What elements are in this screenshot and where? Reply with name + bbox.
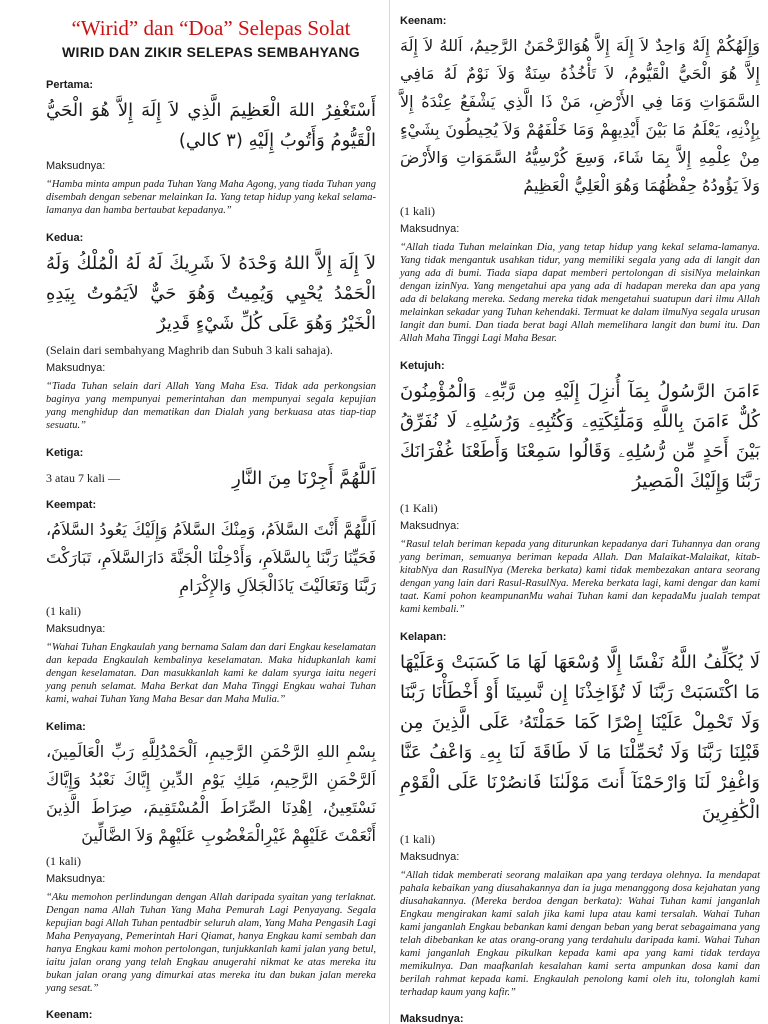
meaning-label: Maksudnya: <box>46 873 106 885</box>
arabic-text: اَللَّهُمَّ أَجِرْنَا مِنَ النَّارِ <box>232 468 376 489</box>
recitation-count: (1 kali) <box>46 604 81 618</box>
meaning-label: Maksudnya: <box>400 223 460 235</box>
recitation-note: (Selain dari sembahyang Maghrib dan Subuh 3 kali sahaja). <box>46 343 333 357</box>
recitation-count: (1 Kali) <box>400 501 438 515</box>
arabic-text: أَسْتَغْفِرُ اللهَ الْعَظِيمَ الَّذِي لاَ إِلَهَ إِلاَّ هُوَ الْحَيُّ الْقَيُّومُ وَأَتُوبُ إِلَيْهِ (٣ كالي) <box>46 100 376 151</box>
arabic-text: ءَامَنَ الرَّسُولُ بِمَآ أُنزِلَ إِلَيْهِ مِن رَّبِّهِۦ وَالْمُؤْمِنُونَ كُلٌّ ءَامَنَ بِاللَّهِ وَمَلَٰٓئِكَتِهِۦ وَكُتُبِهِۦ وَرُسُلِهِۦ لَا نُفَرِّقُ بَيْنَ أَحَدٍ مِّن رُّسُلِهِۦ وَقَالُوا سَمِعْنَا وَأَطَعْنَا غُفْرَانَكَ رَبَّنَا وَإِلَيْكَ الْمَصِيرُ <box>400 381 760 492</box>
arabic-text: لاَ إِلَهَ إِلاَّ اللهُ وَحْدَهُ لاَ شَرِيكَ لَهُ لَهُ الْمُلْكُ وَلَهُ الْحَمْدُ يُحْيِي وَيُمِيتُ وَهُوَ حَيٌّ لاَيَمُوتُ بِيَدِهِ الْخَيْرُ وَهُوَ عَلَى كُلِّ شَيْءٍ قَدِيرٌ <box>46 253 376 334</box>
section-keenam <box>400 14 760 345</box>
arabic-text: بِسْمِ اللهِ الرَّحْمَنِ الرَّحِيمِ، اَلْحَمْدُلِلَّهِ رَبِّ الْعَالَمِينَ، اَلرَّحْمَنِ الرَّحِيمِ، مَلِكِ يَوْمِ الدِّينِ إِيَّاكَ نَعْبُدُ وَإِيَّاكَ نَسْتَعِينُ، اِهْدِنَا الصِّرَاطَ الْمُسْتَقِيمَ، صِرَاطَ الَّذِينَ أَنْعَمْتَ عَلَيْهِمْ غَيْرِالْمَغْضُوبِ عَلَيْهِمْ وَلاَ الضَّالِّينَ <box>46 742 376 845</box>
section-pertama <box>46 78 376 217</box>
section-ketiga <box>46 446 376 494</box>
meaning-text: “Allah tiada Tuhan melainkan Dia, yang tetap hidup yang kekal selama-lamanya. Yang tidak mengantuk usahkan tidur, yang memiliki segala yang ada di langit dan yang ada di bumi. Tiada siapa dapat memberi pertolongan di sisiNya melainkan dengan izinNya. Yang mengetahui apa yang ada di hadapan mereka dan apa yang ada di belakang mereka. Sedang mereka tidak mengetahui suatupun dari ilmu Allah melainkan sekadar yang Tuhan kehendaki. Termuat ke dalam ilmuNya segala urusan langit dan bumi. Dan tiada berat bagi Allah memelihara langit dan bumi itu. Dan Allah Maha Tinggi Lagi Maha Besar. <box>400 242 760 344</box>
next-section-label: Maksudnya: <box>400 1013 464 1024</box>
section-label: Keempat: <box>46 499 97 511</box>
meaning-text: “Allah tidak memberati seorang malaikan apa yang terdaya olehnya. Ia mendapat pahala kebaikan yang diusahakannya dan ia juga menanggong dosa kejahatan yang diusahakannya. (Mereka berdoa dengan berkata): Wahai Tuhan kami janganlah Engkau mengirakan kami salah jika kami lupa atau kami tersalah. Wahai Tuhan kami janganlah Engkau bebankan kami dengan beban yang berat sebagaimana yang telah dibebankan ke atas orang-orang yang terdahulu daripada kami. Wahai Tuhan kami janganlah Engkau pikulkan kepada kami apa yang kami tidak terdaya memikulnya. Dan maafkanlah kesalahan kami serta ampunkan dosa kami dan berilah rahmat kepada kami. Engkaulah penolong kami oleh itu, tolonglah kami terhadap kaum yang kafir.” <box>400 870 760 998</box>
arabic-text: اَللَّهُمَّ أَنْتَ السَّلاَمُ، وَمِنْكَ السَّلاَمُ وَإِلَيْكَ يَعُودُ السَّلاَمُ، فَحَيِّنَا رَبَّنَا بِالسَّلاَمِ، وَأَدْخِلْنَا الْجَنَّةَ دَارَالسَّلاَمِ، تَبَارَكْتَ رَبَّنَا وَتَعَالَيْتَ يَاذَالْجَلاَلِ وَالإِكْرَامِ <box>46 520 376 595</box>
section-label: Ketiga: <box>46 447 84 459</box>
page-title: “Wirid” dan “Doa” Selepas Solat <box>71 16 351 40</box>
document-heading: WIRID DAN ZIKIR SELEPAS SEMBAHYANG <box>62 44 360 60</box>
section-label: Pertama: <box>46 79 94 91</box>
section-kelapan <box>400 630 760 999</box>
count-row <box>46 464 376 494</box>
meaning-text: “Tiada Tuhan selain dari Allah Yang Maha Esa. Tidak ada perkongsian baginya yang mempunyai pemerintahan dan mempunyai segala kepujian yang menghidup dan mematikan dan Dialah yang berkuasa atas tiap-tiap sesuatu.” <box>46 381 376 431</box>
arabic-text: لَا يُكَلِّفُ اللَّهُ نَفْسًا إِلَّا وُسْعَهَا لَهَا مَا كَسَبَتْ وَعَلَيْهَا مَا اكْتَسَبَتْ رَبَّنَا لَا تُؤَاخِذْنَا إِن نَّسِينَا أَوْ أَخْطَأْنَا رَبَّنَا وَلَا تَحْمِلْ عَلَيْنَا إِصْرًا كَمَا حَمَلْتَهُۥ عَلَى الَّذِينَ مِن قَبْلِنَا رَبَّنَا وَلَا تُحَمِّلْنَا مَا لَا طَاقَةَ لَنَا بِهِۦ وَاعْفُ عَنَّا وَاغْفِرْ لَنَا وَارْحَمْنَآ أَنتَ مَوْلَىٰنَا فَانصُرْنَا عَلَى الْقَوْمِ الْكَٰفِرِينَ <box>400 652 760 823</box>
meaning-text: “Wahai Tuhan Engkaulah yang bernama Salam dan dari Engkau keselamatan dan kepada Engkaulah kembalinya keselamatan. Maka hidupkanlah kami dengan keselamatan. Dan masukkanlah kami ke dalam syurga iaitu negeri yang penuh selamat. Maha Berkat dan Maha Tinggi Engkau wahai Tuhan kami, wahai Tuhan Yang Maha Besar dan Maha Mulia.” <box>46 642 376 705</box>
section-label: Ketujuh: <box>400 360 445 372</box>
section-label: Kelima: <box>46 721 86 733</box>
meaning-label: Maksudnya: <box>400 520 460 532</box>
section-keempat <box>46 498 376 706</box>
meaning-label: Maksudnya: <box>46 160 106 172</box>
section-label: Keenam: <box>400 15 447 27</box>
meaning-text: “Rasul telah beriman kepada yang diturunkan kepadanya dari Tuhannya dan orang yang beriman, semuanya beriman kepada Allah. Dan Malaikat-Malaikat, kitab-kitabNya dan RasulNya (Mereka berkata) kami tidak membezakan antara seorang dengan yang lain dari Rasul-RasulNya. Mereka berkata lagi, kami dengar dan kami taat. Kami pohon keampunanMu wahai Tuhan kami dan kepadaMu jualah tempat kami kembali.” <box>400 539 760 615</box>
section-kelima <box>46 720 376 995</box>
recitation-count: (1 kali) <box>46 854 81 868</box>
recitation-count: (1 kali) <box>400 832 435 846</box>
meaning-label: Maksudnya: <box>46 623 106 635</box>
section-ketujuh <box>400 359 760 616</box>
section-kedua <box>46 231 376 432</box>
recitation-count: (1 kali) <box>400 204 435 218</box>
meaning-label: Maksudnya: <box>400 851 460 863</box>
recitation-count: 3 atau 7 kali — <box>46 470 120 485</box>
arabic-text: وَإِلَهُكُمْ إِلَهٌ وَاحِدٌ لاَ إِلَهَ إِلاَّ هُوَالرَّحْمَنُ الرَّحِيمُ، اَللهُ لاَ إِلَهَ إِلاَّ هُوَ الْحَيُّ الْقَيُّومُ، لاَ تَأْخُذُهُ سِنَةٌ وَلاَ نَوْمٌ لَهُ مَافِي السَّمَوَاتِ وَمَا فِي الأَرْضِ، مَنْ ذَا الَّذِي يَشْفَعُ عِنْدَهُ إِلاَّ بِإِذْنِهِ، يَعْلَمُ مَا بَيْنَ أَيْدِيهِمْ وَمَا خَلْفَهُمْ وَلاَ يُحِيطُونَ بِشَيْءٍ مِنْ عِلْمِهِ إِلاَّ بِمَا شَاءَ، وَسِعَ كُرْسِيُّهُ السَّمَوَاتِ وَالأَرْضَ وَلاَ يَؤُودُهُ حِفْظُهُمَا وَهُوَ الْعَلِيُّ الْعَظِيمُ <box>400 36 760 195</box>
column-divider <box>389 0 390 1024</box>
section-label: Kelapan: <box>400 631 447 643</box>
meaning-text: “Aku memohon perlindungan dengan Allah daripada syaitan yang terlaknat. Dengan nama Allah Tuhan Yang Maha Pemurah Lagi Penyayang. Segala kepujian bagi Allah Tuhan pentadbir seluruh alam, Yang Maha Pengasih Lagi Maha Penyayang, Pemerintah Hari Qiamat, hanya Engkau kami sembah dan hanya Engkau kami mohon pertolongan, tunjukkanlah kami jalan yang betul, iaitu jalan orang yang telah Engkau anugerahi nikmat ke atas mereka itu bukan jalan orang yang dimurkai atas mereka itu dan bukan jalan mereka yang sesat.” <box>46 892 376 994</box>
meaning-label: Maksudnya: <box>46 362 106 374</box>
meaning-text: “Hamba minta ampun pada Tuhan Yang Maha Agong, yang tiada Tuhan yang disembah dengan sebenar melainkan Ia. Yang tetap hidup yang kekal selama-lamanya dan hamba bertaubat kepadanya.” <box>46 179 376 216</box>
right-column <box>392 0 768 1024</box>
next-section-label: Keenam: <box>46 1009 93 1021</box>
section-label: Kedua: <box>46 232 84 244</box>
